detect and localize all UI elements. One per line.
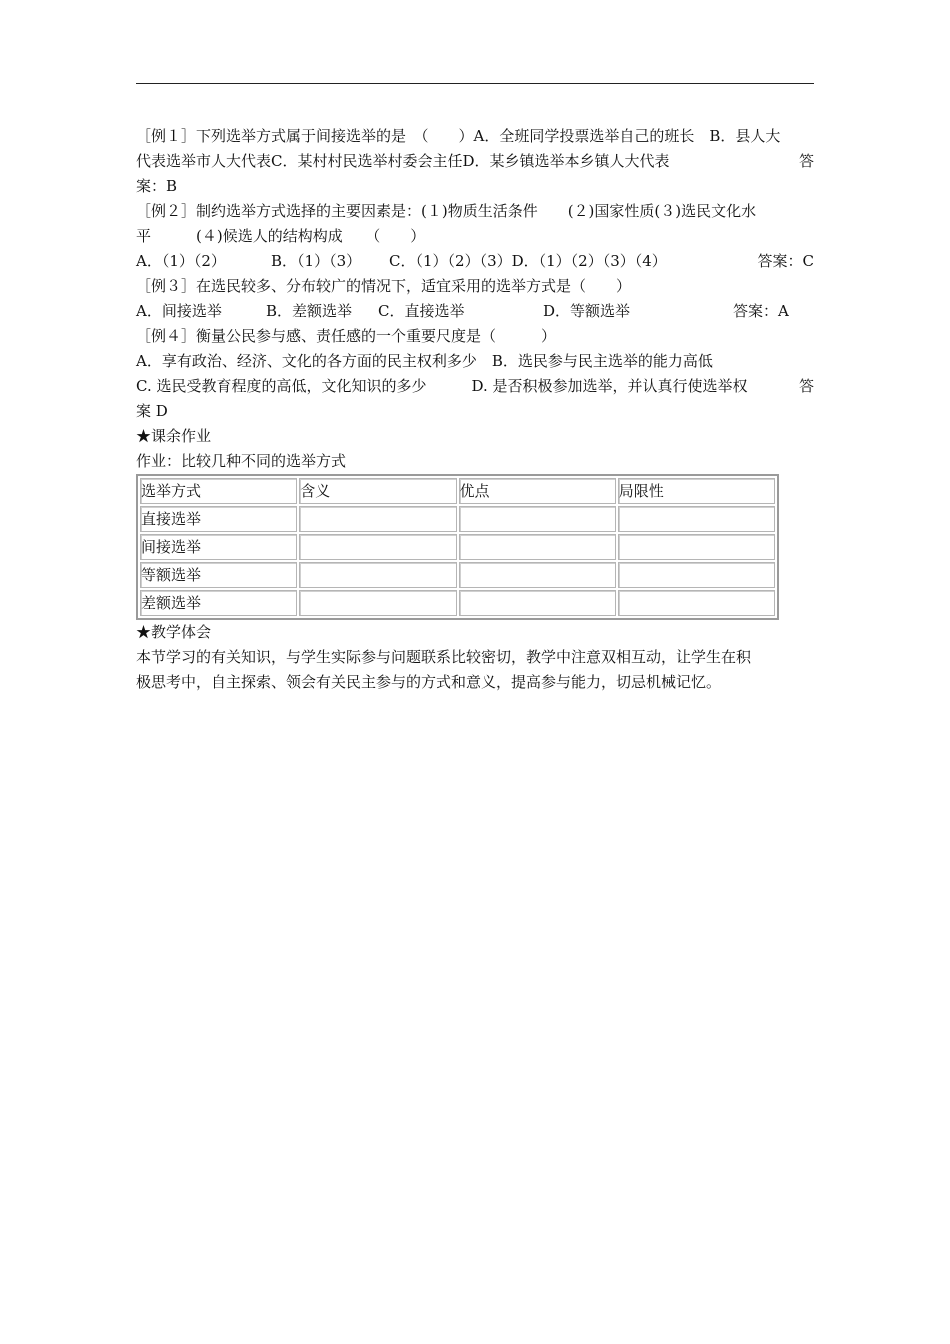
table-cell <box>618 534 775 560</box>
table-header-cell: 局限性 <box>618 478 775 504</box>
example-1-question: ［例１］下列选举方式属于间接选举的是 （ ）A．全班同学投票选举自己的班长 B．县人大 <box>136 127 781 145</box>
table-header-cell: 优点 <box>459 478 616 504</box>
table-cell <box>299 590 456 616</box>
example-4-question: ［例４］衡量公民参与感、责任感的一个重要尺度是（ ） <box>136 327 557 345</box>
comparison-table <box>136 474 779 620</box>
homework-heading: ★课余作业 <box>136 427 212 445</box>
example-1-options-row <box>136 149 814 174</box>
example-4-options-ab: A．享有政治、经济、文化的各方面的民主权利多少 B．选民参与民主选举的能力高低 <box>136 352 713 370</box>
example-2-question: ［例２］制约选举方式选择的主要因素是：(１)物质生活条件 (２)国家性质(３)选民文化水 <box>136 202 757 220</box>
table-cell <box>299 562 456 588</box>
example-4-options-cd-row <box>136 374 814 399</box>
table-header-cell: 选举方式 <box>140 478 297 504</box>
table-cell <box>618 562 775 588</box>
example-3-option-a: A．间接选举 <box>136 302 222 320</box>
table-row <box>140 590 775 616</box>
example-4-answer-start: 答 <box>798 377 814 395</box>
example-3-answer: 答案：A <box>733 302 789 320</box>
reflection-heading: ★教学体会 <box>136 623 212 641</box>
example-1-options: 代表选举市人大代表C．某村村民选举村委会主任D．某乡镇选举本乡镇人大代表 <box>136 152 670 170</box>
example-3-options-row <box>136 299 814 324</box>
table-row <box>140 506 775 532</box>
table-cell <box>459 562 616 588</box>
example-2-options-row <box>136 249 814 274</box>
table-cell <box>618 506 775 532</box>
table-cell: 差额选举 <box>140 590 297 616</box>
example-2-question-cont: 平 (４)候选人的结构构成 （ ） <box>136 227 426 245</box>
header-rule <box>136 83 814 84</box>
example-1-answer: 案：B <box>136 177 178 195</box>
example-4-answer: 案 D <box>136 402 168 420</box>
document-body <box>136 124 814 695</box>
reflection-text-2: 极思考中，自主探索、领会有关民主参与的方式和意义，提高参与能力，切忌机械记忆。 <box>136 673 722 691</box>
example-3-question: ［例３］在选民较多、分布较广的情况下，适宜采用的选举方式是（ ） <box>136 277 632 295</box>
example-4-options-cd: C. 选民受教育程度的高低，文化知识的多少 D. 是否积极参加选举，并认真行使选举权 <box>136 377 748 395</box>
table-cell: 等额选举 <box>140 562 297 588</box>
example-2-answer: 答案：C <box>757 252 814 270</box>
example-3-option-d: D．等额选举 <box>543 302 631 320</box>
table-row <box>140 534 775 560</box>
table-header-cell: 含义 <box>299 478 456 504</box>
table-cell <box>459 534 616 560</box>
table-cell <box>459 590 616 616</box>
table-cell <box>459 506 616 532</box>
example-1-answer-start: 答 <box>798 152 814 170</box>
table-cell <box>299 534 456 560</box>
table-row <box>140 562 775 588</box>
table-cell: 间接选举 <box>140 534 297 560</box>
table-header-row <box>140 478 775 504</box>
example-2-option-b: B．（1）（3） <box>271 252 362 270</box>
example-2-option-a: A．（1）（2） <box>136 252 226 270</box>
table-cell <box>299 506 456 532</box>
homework-task: 作业：比较几种不同的选举方式 <box>136 452 347 470</box>
table-cell: 直接选举 <box>140 506 297 532</box>
reflection-text-1: 本节学习的有关知识，与学生实际参与问题联系比较密切，教学中注意双相互动，让学生在积 <box>136 648 752 666</box>
table-cell <box>618 590 775 616</box>
example-3-option-b: B．差额选举 <box>266 302 353 320</box>
example-3-option-c: C．直接选举 <box>378 302 465 320</box>
example-2-option-cd: C．（1）（2）（3）D．（1）（2）（3）（4） <box>389 252 667 270</box>
